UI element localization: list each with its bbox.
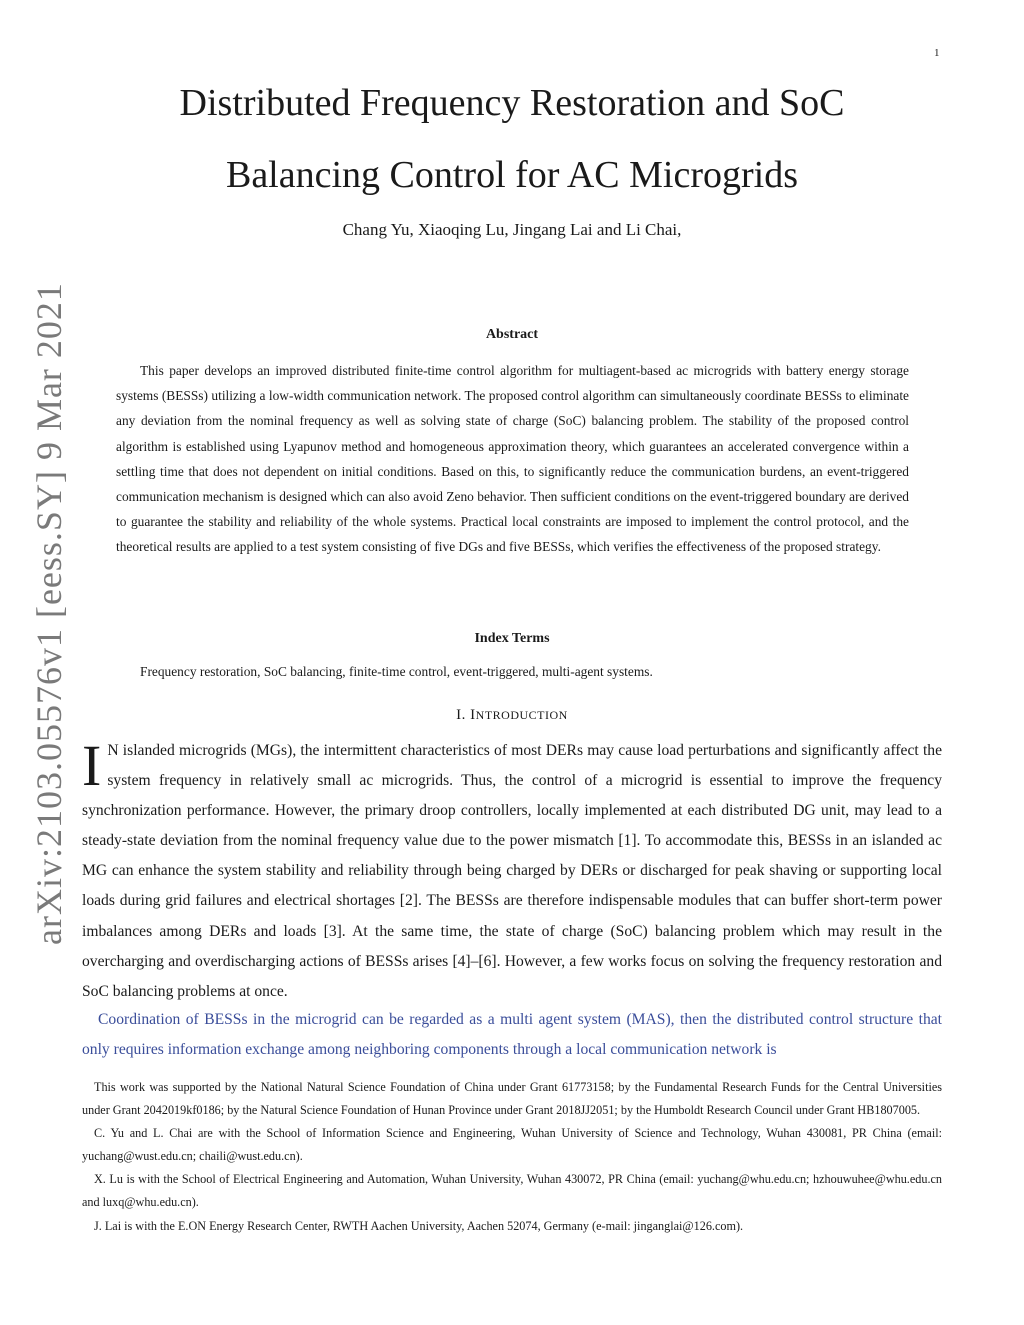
page-number: 1 — [934, 47, 940, 59]
arxiv-identifier-stamp: arXiv:2103.05576v1 [eess.SY] 9 Mar 2021 — [29, 282, 69, 945]
introduction-heading — [80, 707, 944, 724]
title-line-2: Balancing Control for AC Microgrids — [225, 154, 799, 196]
heading-first-letter: I — [470, 707, 476, 723]
title-line-1: Distributed Frequency Restoration and SoC — [179, 82, 845, 124]
footnote-affiliation-lu: X. Lu is with the School of Electrical Engineering and Automation, Wuhan University, Wuhan 430072, PR China (email: yuchang@whu.edu.cn; hzhouwuhee@whu.edu.cn and luxq@whu.edu.cn). — [82, 1172, 942, 1209]
index-terms-body: Frequency restoration, SoC balancing, finite-time control, event-triggered, multi-agent systems. — [140, 664, 653, 679]
section-numeral: I. — [456, 707, 471, 723]
footnote-affiliation-yu-chai: C. Yu and L. Chai are with the School of Information Science and Engineering, Wuhan University of Science and Technology, Wuhan 430081, PR China (email: yuchang@wust.edu.cn; chaili@wust.edu.cn). — [82, 1126, 942, 1163]
drop-cap: I — [82, 733, 102, 798]
introduction-paragraph-1 — [82, 733, 942, 1007]
heading-rest: NTRODUCTION — [475, 708, 568, 722]
footnotes — [82, 1076, 942, 1238]
footnote-funding: This work was supported by the National Natural Science Foundation of China under Grant 61773158; by the Fundamental Research Funds for the Central Universities under Grant 2042019kf0186; by the Natural Science Foundation of Hunan Province under Grant 2018JJ2051; by the Humboldt Research Council under Grant HB1807005. — [82, 1080, 942, 1117]
index-terms-heading: Index Terms — [474, 631, 550, 646]
footnote-affiliation-lai: J. Lai is with the E.ON Energy Research Center, RWTH Aachen University, Aachen 52074, Germany (e-mail: jinganglai@126.com). — [94, 1218, 744, 1233]
paper-title — [80, 67, 944, 211]
introduction-paragraph-2: Coordination of BESSs in the microgrid can be regarded as a multi agent system (MAS), then the distributed control structure that only requires information exchange among neighboring components through a local communication network is — [82, 1011, 942, 1059]
author-list: Chang Yu, Xiaoqing Lu, Jingang Lai and Li Chai, — [342, 220, 682, 239]
abstract-heading: Abstract — [485, 327, 539, 342]
paragraph-1-text: N islanded microgrids (MGs), the intermittent characteristics of most DERs may cause load perturbations and significantly affect the system frequency in relatively small ac microgrids. Thus, the control of a microgrid is essential to improve the frequency synchronization performance. However, the primary droop controllers, locally implemented at each distributed DG unit, may lead to a steady-state deviation from the nominal frequency value due to the power mismatch [1]. To accommodate this, BESSs in an islanded ac MG can enhance the system stability and reliability through being charged by DERs or discharged for peak shaving or supporting local loads during grid failures and electrical shortages [2]. The BESSs are therefore indispensable modules that can buffer short-term power imbalances among DERs and loads [3]. At the same time, the state of charge (SoC) balancing problem which may result in the overcharging and overdischarging actions of BESSs arises [4]–[6]. However, a few works focus on solving the frequency restoration and SoC balancing problems at once. — [82, 742, 942, 1000]
abstract-body: This paper develops an improved distributed finite-time control algorithm for multiagent-based ac microgrids with battery energy storage systems (BESSs) utilizing a low-width communication network. The proposed control algorithm can simultaneously coordinate BESSs to eliminate any deviation from the nominal frequency as well as solving state of charge (SoC) balancing problem. The stability of the proposed control algorithm is established using Lyapunov method and homogeneous approximation theory, which guarantees an accelerated convergence within a settling time that does not dependent on initial conditions. Based on this, to significantly reduce the communication burdens, an event-triggered communication mechanism is designed which can also avoid Zeno behavior. Then sufficient conditions on the event-triggered boundary are derived to guarantee the stability and reliability of the whole systems. Practical local constraints are imposed to implement the control protocol, and the theoretical results are applied to a test system consisting of five DGs and five BESSs, which verifies the effectiveness of the proposed strategy. — [116, 363, 909, 555]
